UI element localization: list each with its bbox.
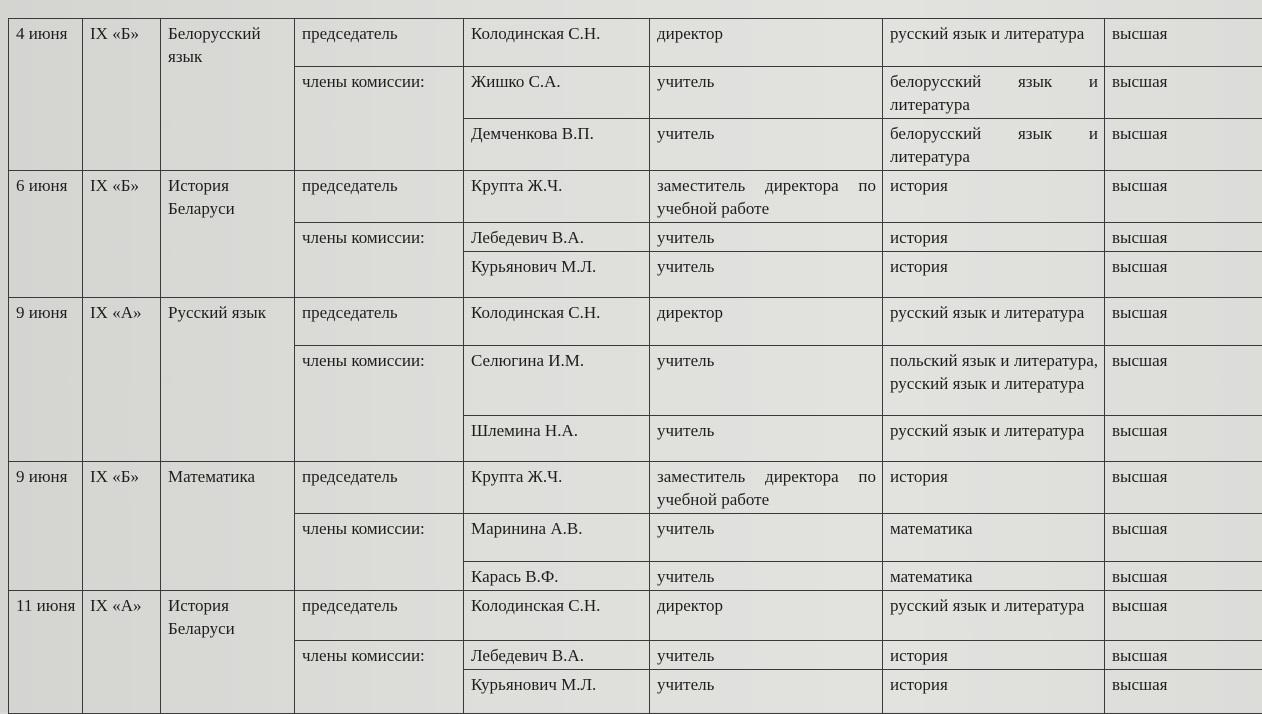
exam-subject: История Беларуси (161, 591, 295, 714)
member-name: Лебедевич В.А. (464, 641, 650, 670)
member-category: высшая (1105, 171, 1262, 223)
member-position: учитель (650, 346, 883, 416)
exam-date: 4 июня (9, 19, 83, 171)
member-position: учитель (650, 119, 883, 171)
member-name: Карась В.Ф. (464, 562, 650, 591)
table-row (9, 298, 1262, 346)
exam-class: IX «А» (83, 298, 161, 462)
member-category: высшая (1105, 514, 1262, 562)
member-specialty: история (883, 223, 1105, 252)
member-category: высшая (1105, 67, 1262, 119)
member-category: высшая (1105, 641, 1262, 670)
member-specialty: белорусский язык и литература (883, 67, 1105, 119)
member-position: заместитель директора по учебной работе (650, 171, 883, 223)
exam-commission-table (8, 18, 1262, 714)
member-name: Крупта Ж.Ч. (464, 462, 650, 514)
member-category: высшая (1105, 119, 1262, 171)
member-role: председатель (295, 19, 464, 67)
member-category: высшая (1105, 562, 1262, 591)
member-category: высшая (1105, 591, 1262, 641)
member-category: высшая (1105, 223, 1262, 252)
exam-date: 9 июня (9, 298, 83, 462)
exam-date: 9 июня (9, 462, 83, 591)
exam-subject: Белорусский язык (161, 19, 295, 171)
member-specialty: математика (883, 562, 1105, 591)
member-specialty: русский язык и литература (883, 298, 1105, 346)
member-role: председатель (295, 462, 464, 514)
member-name: Шлемина Н.А. (464, 416, 650, 462)
member-position: учитель (650, 67, 883, 119)
member-specialty: история (883, 670, 1105, 714)
member-specialty: польский язык и литература, русский язык и литература (883, 346, 1105, 416)
member-specialty: русский язык и литература (883, 416, 1105, 462)
table-row (9, 171, 1262, 223)
member-name: Демченкова В.П. (464, 119, 650, 171)
member-category: высшая (1105, 462, 1262, 514)
member-specialty: русский язык и литература (883, 591, 1105, 641)
member-name: Курьянович М.Л. (464, 252, 650, 298)
member-position: учитель (650, 416, 883, 462)
table-row (9, 462, 1262, 514)
exam-class: IX «Б» (83, 171, 161, 298)
member-specialty: история (883, 252, 1105, 298)
table-row (9, 19, 1262, 67)
exam-subject: Русский язык (161, 298, 295, 462)
table-row (9, 591, 1262, 641)
member-role: председатель (295, 591, 464, 641)
exam-date: 11 июня (9, 591, 83, 714)
member-position: учитель (650, 223, 883, 252)
exam-subject: История Беларуси (161, 171, 295, 298)
member-category: высшая (1105, 298, 1262, 346)
member-position: учитель (650, 514, 883, 562)
member-name: Лебедевич В.А. (464, 223, 650, 252)
member-category: высшая (1105, 252, 1262, 298)
member-role: члены комиссии: (295, 223, 464, 298)
member-role: члены комиссии: (295, 641, 464, 714)
member-name: Колодинская С.Н. (464, 19, 650, 67)
member-role: председатель (295, 298, 464, 346)
member-name: Курьянович М.Л. (464, 670, 650, 714)
member-name: Жишко С.А. (464, 67, 650, 119)
member-name: Колодинская С.Н. (464, 298, 650, 346)
member-role: члены комиссии: (295, 67, 464, 171)
member-role: члены комиссии: (295, 514, 464, 591)
member-position: директор (650, 19, 883, 67)
member-position: директор (650, 591, 883, 641)
member-role: председатель (295, 171, 464, 223)
member-specialty: белорусский язык и литература (883, 119, 1105, 171)
member-specialty: математика (883, 514, 1105, 562)
member-specialty: история (883, 462, 1105, 514)
member-specialty: история (883, 641, 1105, 670)
member-position: учитель (650, 641, 883, 670)
member-category: высшая (1105, 416, 1262, 462)
exam-class: IX «Б» (83, 19, 161, 171)
member-specialty: русский язык и литература (883, 19, 1105, 67)
member-role: члены комиссии: (295, 346, 464, 462)
member-position: заместитель директора по учебной работе (650, 462, 883, 514)
exam-class: IX «Б» (83, 462, 161, 591)
exam-date: 6 июня (9, 171, 83, 298)
member-category: высшая (1105, 670, 1262, 714)
member-position: учитель (650, 670, 883, 714)
member-name: Маринина А.В. (464, 514, 650, 562)
member-position: директор (650, 298, 883, 346)
member-category: высшая (1105, 19, 1262, 67)
member-name: Крупта Ж.Ч. (464, 171, 650, 223)
member-specialty: история (883, 171, 1105, 223)
member-category: высшая (1105, 346, 1262, 416)
exam-class: IX «А» (83, 591, 161, 714)
member-position: учитель (650, 562, 883, 591)
member-name: Колодинская С.Н. (464, 591, 650, 641)
member-name: Селюгина И.М. (464, 346, 650, 416)
member-position: учитель (650, 252, 883, 298)
exam-subject: Математика (161, 462, 295, 591)
